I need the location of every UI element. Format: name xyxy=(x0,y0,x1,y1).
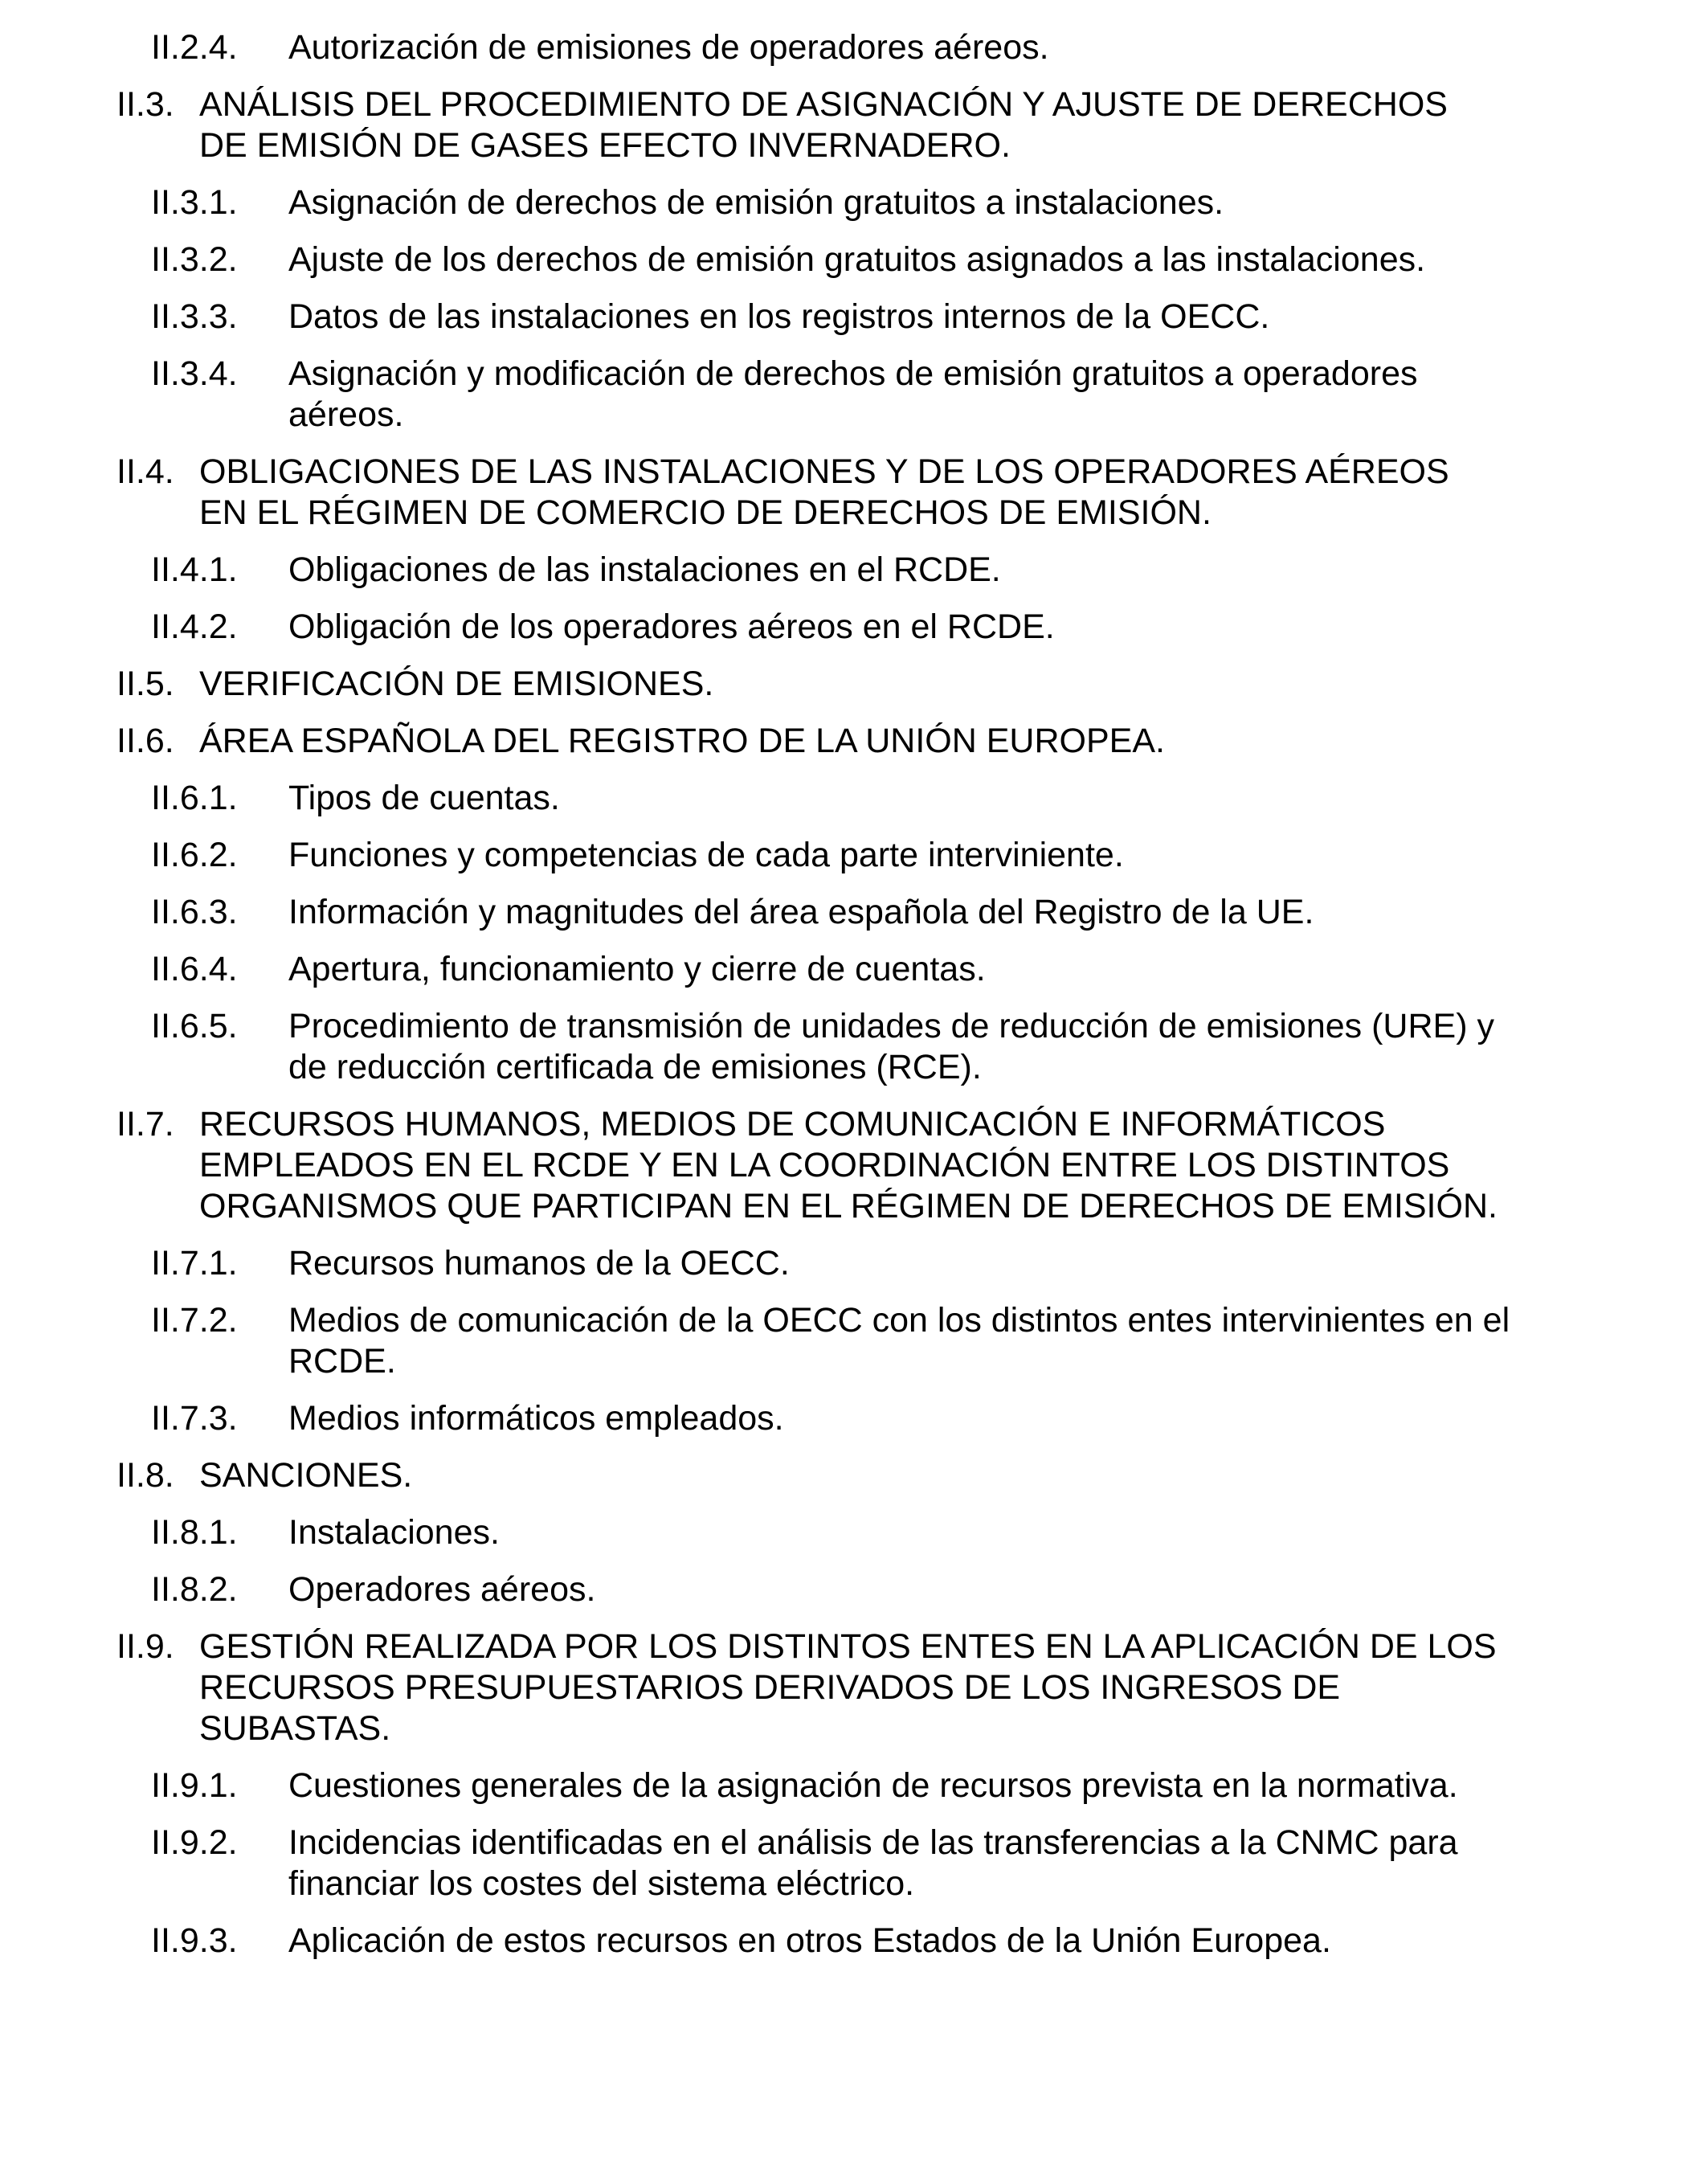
toc-entry-number: II.8.1. xyxy=(151,1513,238,1552)
toc-entry-number: II.9.3. xyxy=(151,1921,238,1960)
toc-entry-number: II.6.5. xyxy=(151,1007,238,1045)
toc-entry-title: Información y magnitudes del área española del Registro de la UE. xyxy=(288,893,1314,931)
toc-entry-number: II.2.4. xyxy=(151,28,238,67)
toc-entry-title-line: RCDE. xyxy=(288,1342,396,1381)
toc-entry-title: Cuestiones generales de la asignación de recursos prevista en la normativa. xyxy=(288,1766,1458,1805)
toc-section-entry xyxy=(0,721,1708,762)
toc-entry-title-line: ORGANISMOS QUE PARTICIPAN EN EL RÉGIMEN DE DERECHOS DE EMISIÓN. xyxy=(199,1187,1498,1225)
table-of-contents xyxy=(0,27,1708,1978)
toc-subsection-entry xyxy=(0,1569,1708,1610)
toc-entry-title: Instalaciones. xyxy=(288,1513,500,1552)
toc-entry-title-line: GESTIÓN REALIZADA POR LOS DISTINTOS ENTES EN LA APLICACIÓN DE LOS xyxy=(199,1627,1497,1666)
toc-entry-title-line: EN EL RÉGIMEN DE COMERCIO DE DERECHOS DE EMISIÓN. xyxy=(199,493,1212,532)
toc-section-entry xyxy=(0,84,1708,166)
toc-subsection-entry xyxy=(0,239,1708,280)
toc-subsection-entry xyxy=(0,27,1708,68)
toc-section-entry xyxy=(0,1455,1708,1496)
toc-entry-title-line: DE EMISIÓN DE GASES EFECTO INVERNADERO. xyxy=(199,126,1011,165)
toc-entry-number: II.6.2. xyxy=(151,836,238,874)
toc-entry-title xyxy=(288,354,1574,436)
toc-entry-title: Recursos humanos de la OECC. xyxy=(288,1244,790,1282)
toc-entry-title xyxy=(199,452,1565,534)
toc-entry-title xyxy=(199,1104,1565,1227)
toc-entry-title: Ajuste de los derechos de emisión gratuitos asignados a las instalaciones. xyxy=(288,240,1426,279)
toc-subsection-entry xyxy=(0,778,1708,819)
toc-entry-number: II.6. xyxy=(116,722,174,760)
toc-entry-number: II.7.3. xyxy=(151,1399,238,1438)
toc-entry-number: II.6.3. xyxy=(151,893,238,931)
toc-entry-number: II.7.1. xyxy=(151,1244,238,1282)
toc-entry-title-line: RECURSOS PRESUPUESTARIOS DERIVADOS DE LOS INGRESOS DE xyxy=(199,1668,1341,1707)
toc-entry-title: Operadores aéreos. xyxy=(288,1570,596,1609)
toc-entry-number: II.3.2. xyxy=(151,240,238,279)
toc-entry-number: II.3. xyxy=(116,85,174,124)
toc-section-entry xyxy=(0,1626,1708,1749)
toc-entry-title-line: de reducción certificada de emisiones (RCE). xyxy=(288,1048,982,1086)
toc-entry-number: II.8. xyxy=(116,1456,174,1495)
toc-entry-title-line: Procedimiento de transmisión de unidades de reducción de emisiones (URE) y xyxy=(288,1007,1494,1045)
toc-entry-title: Funciones y competencias de cada parte interviniente. xyxy=(288,836,1124,874)
toc-entry-title: VERIFICACIÓN DE EMISIONES. xyxy=(199,665,714,703)
toc-entry-number: II.5. xyxy=(116,665,174,703)
toc-subsection-entry xyxy=(0,892,1708,933)
toc-entry-number: II.6.1. xyxy=(151,779,238,817)
toc-entry-title: Obligaciones de las instalaciones en el RCDE. xyxy=(288,550,1001,589)
toc-entry-title-line: SUBASTAS. xyxy=(199,1709,391,1748)
toc-entry-title xyxy=(288,1006,1574,1088)
toc-entry-title: Medios informáticos empleados. xyxy=(288,1399,784,1438)
toc-subsection-entry xyxy=(0,1765,1708,1806)
toc-subsection-entry xyxy=(0,835,1708,876)
toc-entry-number: II.4.1. xyxy=(151,550,238,589)
toc-entry-number: II.9.1. xyxy=(151,1766,238,1805)
toc-entry-title: SANCIONES. xyxy=(199,1456,413,1495)
toc-entry-number: II.8.2. xyxy=(151,1570,238,1609)
toc-entry-title: Tipos de cuentas. xyxy=(288,779,560,817)
toc-subsection-entry xyxy=(0,1243,1708,1284)
toc-section-entry xyxy=(0,664,1708,705)
toc-entry-title xyxy=(199,1626,1565,1749)
toc-section-entry xyxy=(0,452,1708,534)
toc-entry-title: Datos de las instalaciones en los registros internos de la OECC. xyxy=(288,297,1270,336)
toc-entry-number: II.7.2. xyxy=(151,1301,238,1340)
toc-entry-title: ÁREA ESPAÑOLA DEL REGISTRO DE LA UNIÓN EUROPEA. xyxy=(199,722,1165,760)
toc-entry-title-line: Asignación y modificación de derechos de emisión gratuitos a operadores xyxy=(288,354,1418,393)
toc-entry-number: II.4. xyxy=(116,452,174,491)
toc-subsection-entry xyxy=(0,354,1708,436)
toc-entry-title: Apertura, funcionamiento y cierre de cuentas. xyxy=(288,950,986,988)
toc-entry-title-line: aéreos. xyxy=(288,395,404,434)
toc-entry-title-line: financiar los costes del sistema eléctrico. xyxy=(288,1864,915,1903)
toc-subsection-entry xyxy=(0,1512,1708,1553)
toc-entry-title: Aplicación de estos recursos en otros Estados de la Unión Europea. xyxy=(288,1921,1331,1960)
toc-entry-number: II.4.2. xyxy=(151,608,238,646)
toc-subsection-entry xyxy=(0,297,1708,338)
toc-entry-number: II.9.2. xyxy=(151,1823,238,1862)
toc-subsection-entry xyxy=(0,1398,1708,1439)
toc-subsection-entry xyxy=(0,1822,1708,1904)
toc-entry-title-line: Medios de comunicación de la OECC con los distintos entes intervinientes en el xyxy=(288,1301,1510,1340)
toc-entry-title: Asignación de derechos de emisión gratuitos a instalaciones. xyxy=(288,183,1224,222)
toc-entry-number: II.7. xyxy=(116,1105,174,1143)
toc-subsection-entry xyxy=(0,1300,1708,1382)
toc-entry-title xyxy=(199,84,1565,166)
toc-entry-title-line: RECURSOS HUMANOS, MEDIOS DE COMUNICACIÓN E INFORMÁTICOS xyxy=(199,1105,1386,1143)
toc-entry-number: II.3.1. xyxy=(151,183,238,222)
toc-entry-title-line: ANÁLISIS DEL PROCEDIMIENTO DE ASIGNACIÓN Y AJUSTE DE DERECHOS xyxy=(199,85,1448,124)
toc-entry-title-line: Incidencias identificadas en el análisis de las transferencias a la CNMC para xyxy=(288,1823,1458,1862)
toc-entry-number: II.9. xyxy=(116,1627,174,1666)
toc-subsection-entry xyxy=(0,607,1708,648)
toc-entry-number: II.3.3. xyxy=(151,297,238,336)
toc-subsection-entry xyxy=(0,550,1708,591)
toc-entry-title-line: OBLIGACIONES DE LAS INSTALACIONES Y DE LOS OPERADORES AÉREOS xyxy=(199,452,1449,491)
toc-section-entry xyxy=(0,1104,1708,1227)
toc-subsection-entry xyxy=(0,949,1708,990)
toc-subsection-entry xyxy=(0,1921,1708,1962)
toc-entry-title: Autorización de emisiones de operadores aéreos. xyxy=(288,28,1049,67)
toc-subsection-entry xyxy=(0,1006,1708,1088)
toc-entry-number: II.6.4. xyxy=(151,950,238,988)
toc-entry-title-line: EMPLEADOS EN EL RCDE Y EN LA COORDINACIÓN ENTRE LOS DISTINTOS xyxy=(199,1146,1450,1184)
toc-entry-number: II.3.4. xyxy=(151,354,238,393)
toc-entry-title xyxy=(288,1300,1574,1382)
toc-subsection-entry xyxy=(0,182,1708,223)
toc-entry-title xyxy=(288,1822,1574,1904)
toc-entry-title: Obligación de los operadores aéreos en el RCDE. xyxy=(288,608,1055,646)
